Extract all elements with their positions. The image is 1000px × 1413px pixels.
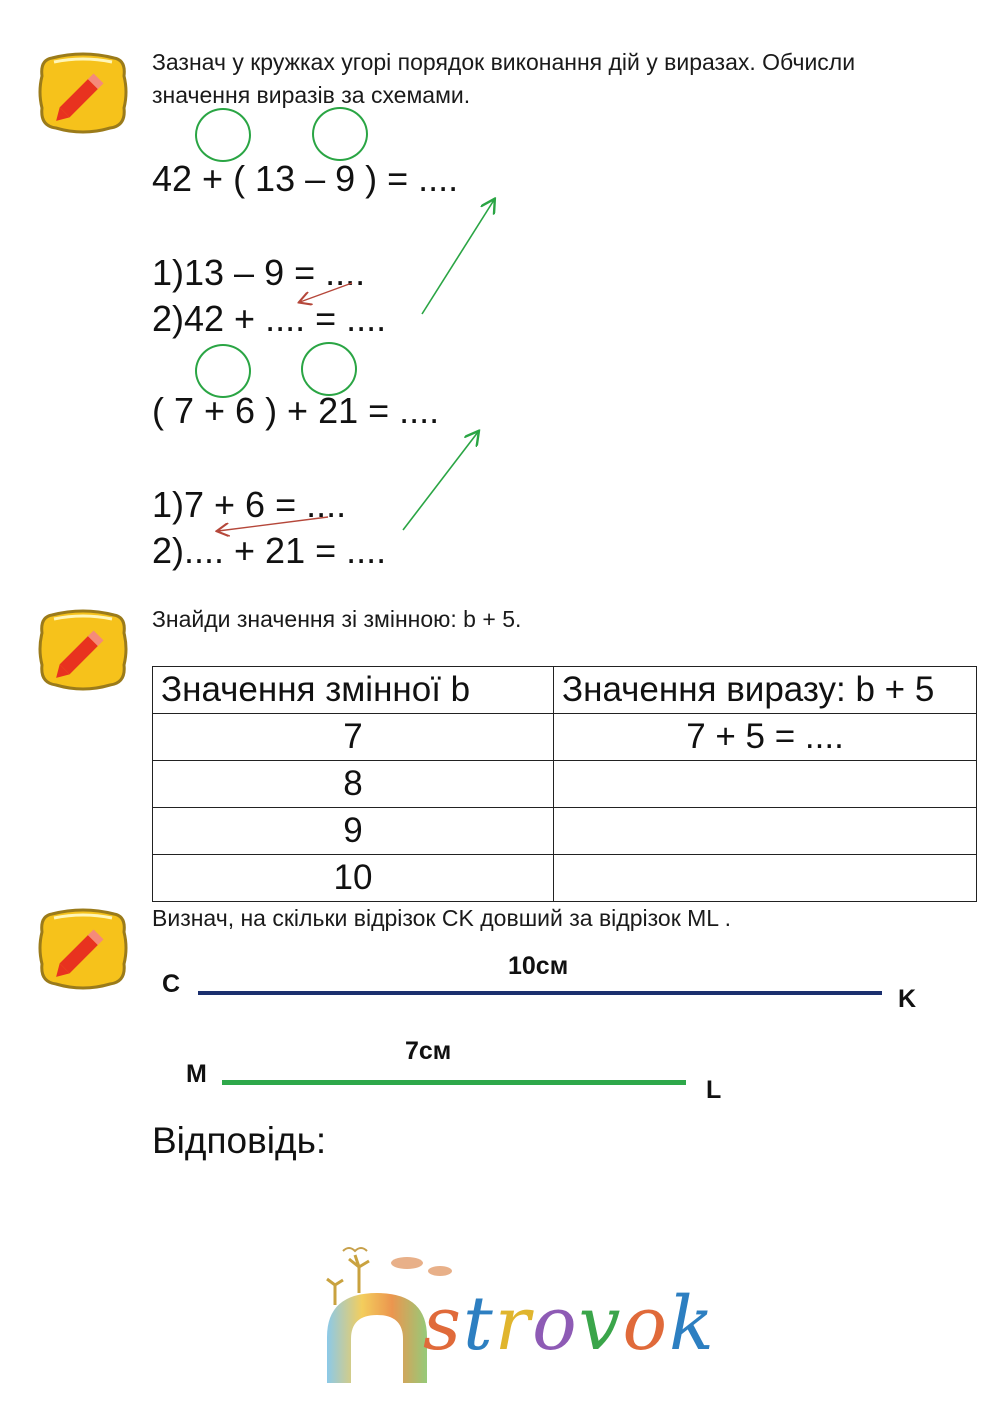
arrow-red-2 — [218, 517, 328, 531]
table-cell-answer[interactable] — [554, 855, 977, 902]
table-row — [153, 714, 977, 761]
answer-label: Відповідь: — [152, 1120, 327, 1161]
table-row — [153, 808, 977, 855]
table-header-row — [153, 667, 977, 714]
table-row — [153, 761, 977, 808]
expression-2-step-1: 1)7 + 6 = .... — [152, 484, 347, 525]
table-cell-b: 9 — [153, 808, 554, 855]
task3-instruction: Визнач, на скільки відрізок CK довший за відрізок ML . — [152, 905, 732, 931]
table-cell-answer[interactable] — [554, 808, 977, 855]
table-cell-b: 8 — [153, 761, 554, 808]
point-c-label: C — [162, 970, 181, 998]
pencil-task-icon — [38, 906, 128, 990]
point-k-label: K — [898, 985, 917, 1013]
scheme-arrows — [0, 0, 1000, 600]
table-header-expression: Значення виразу: b + 5 — [554, 667, 977, 714]
segment-ml — [222, 1080, 686, 1085]
table-header-variable: Значення змінної b — [153, 667, 554, 714]
arrow-red-1 — [300, 283, 352, 302]
task2-instruction: Знайди значення зі змінною: b + 5. — [152, 606, 522, 632]
segment-ck-length: 10см — [508, 952, 569, 980]
expression-1-step-2: 2)42 + .... = .... — [152, 298, 387, 339]
expression-1: 42 + ( 13 – 9 ) = .... — [152, 158, 459, 199]
table-cell-b: 10 — [153, 855, 554, 902]
expression-1-step-1: 1)13 – 9 = .... — [152, 252, 366, 293]
task1-instruction-line2: значення виразів за схемами. — [152, 82, 471, 108]
expression-2-step-2: 2).... + 21 = .... — [152, 530, 387, 571]
table-cell-answer[interactable]: 7 + 5 = .... — [554, 714, 977, 761]
segment-ck — [198, 991, 882, 995]
segment-ml-length: 7см — [405, 1037, 452, 1065]
arrow-green-1 — [422, 200, 494, 314]
expression-2: ( 7 + 6 ) + 21 = .... — [152, 390, 440, 431]
point-m-label: M — [186, 1060, 207, 1088]
point-l-label: L — [706, 1076, 722, 1104]
task1-instruction-line1: Зазнач у кружках угорі порядок виконання дій у виразах. Обчисли — [152, 49, 856, 75]
table-cell-b: 7 — [153, 714, 554, 761]
arrow-green-2 — [403, 432, 478, 530]
ostrovok-logo — [315, 1245, 765, 1390]
pencil-task-icon — [38, 607, 128, 691]
logo-wordmark: strovok — [423, 1281, 716, 1367]
values-table — [152, 666, 977, 902]
table-cell-answer[interactable] — [554, 761, 977, 808]
table-row — [153, 855, 977, 902]
